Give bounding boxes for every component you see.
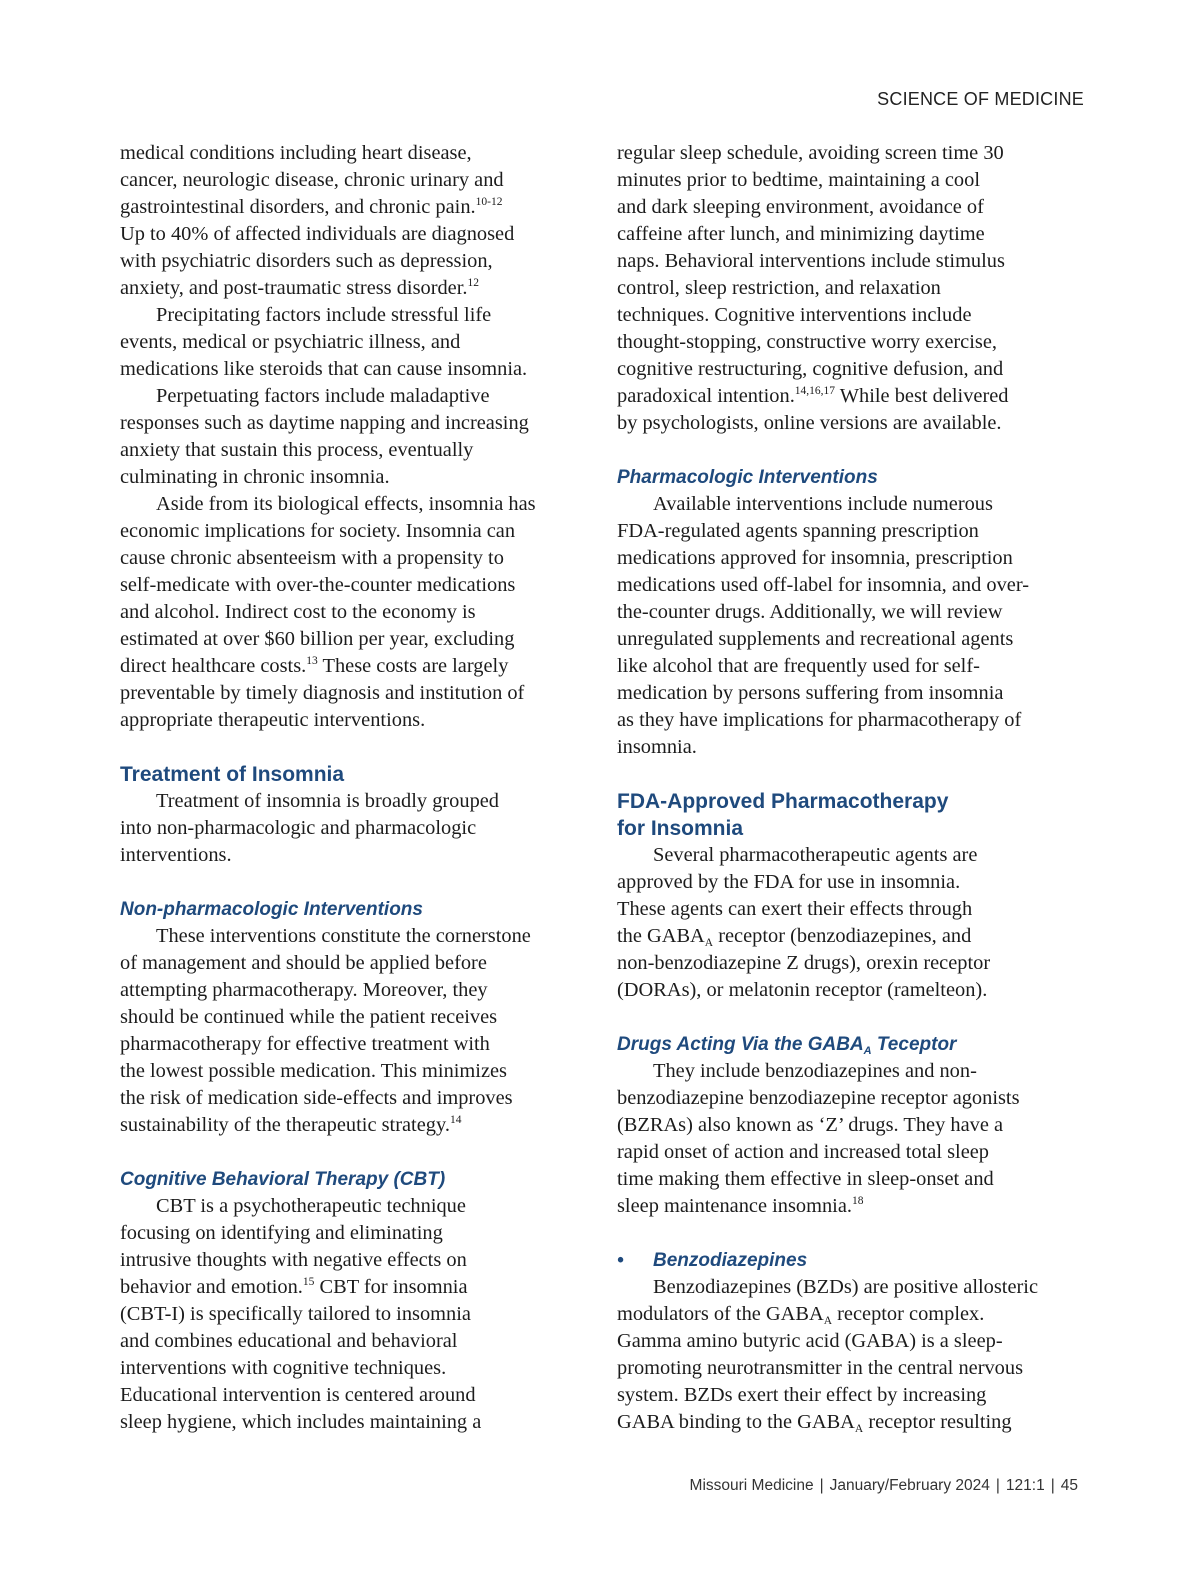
text-line: thought-stopping, constructive worry exercise, (617, 331, 997, 353)
text-line: unregulated supplements and recreational agents (617, 628, 1014, 650)
citation-ref: 10-12 (475, 196, 503, 208)
text-line (617, 1301, 1067, 1328)
text-line (617, 1193, 1067, 1220)
text-line: rapid onset of action and increased total sleep (617, 1141, 989, 1163)
text-line: sleep hygiene, which includes maintaining a (120, 1411, 482, 1433)
text-line: Treatment of insomnia is broadly grouped (156, 790, 500, 812)
text-line: control, sleep restriction, and relaxation (617, 277, 941, 299)
spacer (120, 734, 565, 761)
text-line: by psychologists, online versions are available. (617, 412, 1002, 434)
paragraph-non-pharmacologic (120, 923, 565, 1139)
text-line (120, 275, 565, 302)
text-line: Aside from its biological effects, insomnia has (156, 493, 536, 515)
text-line: interventions. (120, 844, 232, 866)
text-line: minutes prior to bedtime, maintaining a cool (617, 169, 980, 191)
text-line: insomnia. (617, 736, 697, 758)
text-line: the lowest possible medication. This minimizes (120, 1060, 507, 1082)
citation-ref: 13 (306, 655, 318, 667)
text-line: like alcohol that are frequently used for self- (617, 655, 980, 677)
spacer (120, 1139, 565, 1166)
subscript: A (854, 1423, 864, 1435)
subscript: A (863, 1045, 872, 1057)
heading-non-pharmacologic: Non-pharmacologic Interventions (120, 899, 423, 920)
heading-segment: Teceptor (871, 1034, 957, 1055)
text-line: the risk of medication side-effects and improves (120, 1087, 513, 1109)
text-line: techniques. Cognitive interventions include (617, 304, 972, 326)
heading-fda-approved-line1: FDA-Approved Pharmacotherapy (617, 790, 949, 813)
heading-pharmacologic: Pharmacologic Interventions (617, 467, 878, 488)
text-line (120, 194, 565, 221)
text-segment: While best delivered (835, 385, 1009, 407)
text-line: as they have implications for pharmacotherapy of (617, 709, 1022, 731)
text-line: These agents can exert their effects through (617, 898, 973, 920)
heading-fda-approved-line2: for Insomnia (617, 817, 744, 840)
text-line: Available interventions include numerous (653, 493, 993, 515)
text-line: and alcohol. Indirect cost to the economy is (120, 601, 476, 623)
issue-date: January/February 2024 (829, 1477, 990, 1494)
text-line (617, 383, 1067, 410)
text-line: naps. Behavioral interventions include stimulus (617, 250, 1005, 272)
text-line (120, 1112, 565, 1139)
text-line: promoting neurotransmitter in the central nervous (617, 1357, 1024, 1379)
text-line (617, 923, 1067, 950)
spacer (617, 1220, 1067, 1247)
text-line: medication by persons suffering from insomnia (617, 682, 1004, 704)
text-segment: CBT for insomnia (314, 1276, 468, 1298)
separator: | (1050, 1477, 1055, 1494)
citation-ref: 12 (467, 277, 479, 289)
paragraph-cbt (120, 1193, 565, 1436)
text-segment: receptor complex. (832, 1303, 985, 1325)
text-line: attempting pharmacotherapy. Moreover, they (120, 979, 488, 1001)
text-line: interventions with cognitive techniques. (120, 1357, 447, 1379)
text-segment: sleep maintenance insomnia. (617, 1195, 852, 1217)
text-line: responses such as daytime napping and increasing (120, 412, 529, 434)
text-segment: the GABA (617, 925, 705, 947)
text-segment: direct healthcare costs. (120, 655, 307, 677)
spacer (617, 761, 1067, 788)
text-line: non-benzodiazepine Z drugs), orexin receptor (617, 952, 991, 974)
text-segment: modulators of the GABA (617, 1303, 824, 1325)
text-segment: receptor (benzodiazepines, and (713, 925, 972, 947)
text-line: medications used off-label for insomnia, and over- (617, 574, 1030, 596)
separator: | (819, 1477, 824, 1494)
text-line: They include benzodiazepines and non- (653, 1060, 977, 1082)
text-line: Perpetuating factors include maladaptive (156, 385, 490, 407)
subscript: A (823, 1315, 833, 1327)
citation-ref: 14,16,17 (794, 385, 836, 397)
text-line: Up to 40% of affected individuals are diagnosed (120, 223, 515, 245)
text-line: events, medical or psychiatric illness, and (120, 331, 461, 353)
text-segment: sustainability of the therapeutic strategy. (120, 1114, 450, 1136)
text-line: estimated at over $60 billion per year, excluding (120, 628, 515, 650)
spacer (617, 1004, 1067, 1031)
separator: | (995, 1477, 1000, 1494)
paragraph-pharmacologic (617, 491, 1067, 761)
text-line: medical conditions including heart disease, (120, 142, 472, 164)
paragraph-precipitating (120, 302, 565, 383)
text-line: medications approved for insomnia, prescription (617, 547, 1013, 569)
spacer (617, 437, 1067, 464)
text-segment: paradoxical intention. (617, 385, 795, 407)
text-line: focusing on identifying and eliminating (120, 1222, 443, 1244)
text-line: and dark sleeping environment, avoidance of (617, 196, 984, 218)
heading-segment: Benzodiazepines (653, 1250, 808, 1271)
text-line: anxiety that sustain this process, eventually (120, 439, 474, 461)
text-line: culminating in chronic insomnia. (120, 466, 390, 488)
text-line: of management and should be applied before (120, 952, 487, 974)
paragraph-perpetuating (120, 383, 565, 491)
heading-cbt: Cognitive Behavioral Therapy (CBT) (120, 1169, 446, 1190)
left-column (120, 140, 565, 1436)
volume-issue: 121:1 (1005, 1477, 1045, 1494)
heading-benzodiazepines (617, 1247, 1067, 1274)
paragraph-treatment (120, 788, 565, 869)
text-line: regular sleep schedule, avoiding screen time 30 (617, 142, 1004, 164)
text-line (120, 653, 565, 680)
heading-gaba-receptor (617, 1031, 1067, 1058)
text-line: cognitive restructuring, cognitive defusion, and (617, 358, 1004, 380)
journal-name: Missouri Medicine (689, 1477, 814, 1494)
text-line: (BZRAs) also known as ‘Z’ drugs. They have a (617, 1114, 1004, 1136)
text-line: should be continued while the patient receives (120, 1006, 498, 1028)
text-line: Precipitating factors include stressful life (156, 304, 492, 326)
text-line (617, 1409, 1067, 1436)
text-line: Several pharmacotherapeutic agents are (653, 844, 978, 866)
citation-ref: 15 (302, 1276, 315, 1288)
running-header: SCIENCE OF MEDICINE (877, 89, 1084, 109)
text-line: cancer, neurologic disease, chronic urinary and (120, 169, 504, 191)
heading-treatment-of-insomnia: Treatment of Insomnia (120, 763, 345, 786)
text-segment: gastrointestinal disorders, and chronic pain. (120, 196, 476, 218)
heading-segment: Drugs Acting Via the GABA (617, 1034, 864, 1055)
text-line: medications like steroids that can cause insomnia. (120, 358, 528, 380)
text-line: cause chronic absenteeism with a propensity to (120, 547, 504, 569)
text-line: preventable by timely diagnosis and institution of (120, 682, 525, 704)
text-line: caffeine after lunch, and minimizing daytime (617, 223, 985, 245)
page-number: 45 (1060, 1477, 1078, 1494)
spacer (120, 869, 565, 896)
text-line: intrusive thoughts with negative effects on (120, 1249, 467, 1271)
text-line: time making them effective in sleep-onset and (617, 1168, 994, 1190)
citation-ref: 18 (851, 1195, 864, 1207)
text-line: Benzodiazepines (BZDs) are positive allosteric (653, 1276, 1039, 1298)
paragraph-sleep-hygiene (617, 140, 1067, 437)
text-segment: These costs are largely (317, 655, 509, 677)
right-column (617, 140, 1067, 1436)
subscript: A (704, 937, 714, 949)
text-line: with psychiatric disorders such as depression, (120, 250, 493, 272)
text-line: economic implications for society. Insomnia can (120, 520, 516, 542)
paragraph-economic (120, 491, 565, 734)
text-line: benzodiazepine benzodiazepine receptor agonists (617, 1087, 1020, 1109)
text-line: (DORAs), or melatonin receptor (ramelteon). (617, 979, 988, 1001)
text-segment: behavior and emotion. (120, 1276, 303, 1298)
text-segment: GABA binding to the GABA (617, 1411, 855, 1433)
text-line: CBT is a psychotherapeutic technique (156, 1195, 466, 1217)
text-line: pharmacotherapy for effective treatment with (120, 1033, 490, 1055)
paragraph-fda-approved (617, 842, 1067, 1004)
paragraph-benzodiazepines (617, 1274, 1067, 1436)
text-line: (CBT-I) is specifically tailored to insomnia (120, 1303, 471, 1325)
text-line (120, 1274, 565, 1301)
page-footer (690, 1477, 1078, 1495)
text-line: appropriate therapeutic interventions. (120, 709, 426, 731)
text-line: into non-pharmacologic and pharmacologic (120, 817, 477, 839)
bullet-icon: • (617, 1250, 624, 1271)
text-line: Educational intervention is centered around (120, 1384, 476, 1406)
text-line: These interventions constitute the cornerstone (156, 925, 531, 947)
text-line: FDA-regulated agents spanning prescription (617, 520, 979, 542)
text-segment: anxiety, and post-traumatic stress disorder. (120, 277, 468, 299)
text-line: and combines educational and behavioral (120, 1330, 458, 1352)
text-segment: receptor resulting (863, 1411, 1012, 1433)
text-line: the-counter drugs. Additionally, we will review (617, 601, 1003, 623)
paragraph-gaba-receptor (617, 1058, 1067, 1220)
citation-ref: 14 (449, 1114, 462, 1126)
paragraph-comorbidities (120, 140, 565, 302)
text-line: self-medicate with over-the-counter medications (120, 574, 516, 596)
text-line: system. BZDs exert their effect by increasing (617, 1384, 987, 1406)
text-line: Gamma amino butyric acid (GABA) is a sleep- (617, 1330, 1003, 1352)
text-line: approved by the FDA for use in insomnia. (617, 871, 961, 893)
